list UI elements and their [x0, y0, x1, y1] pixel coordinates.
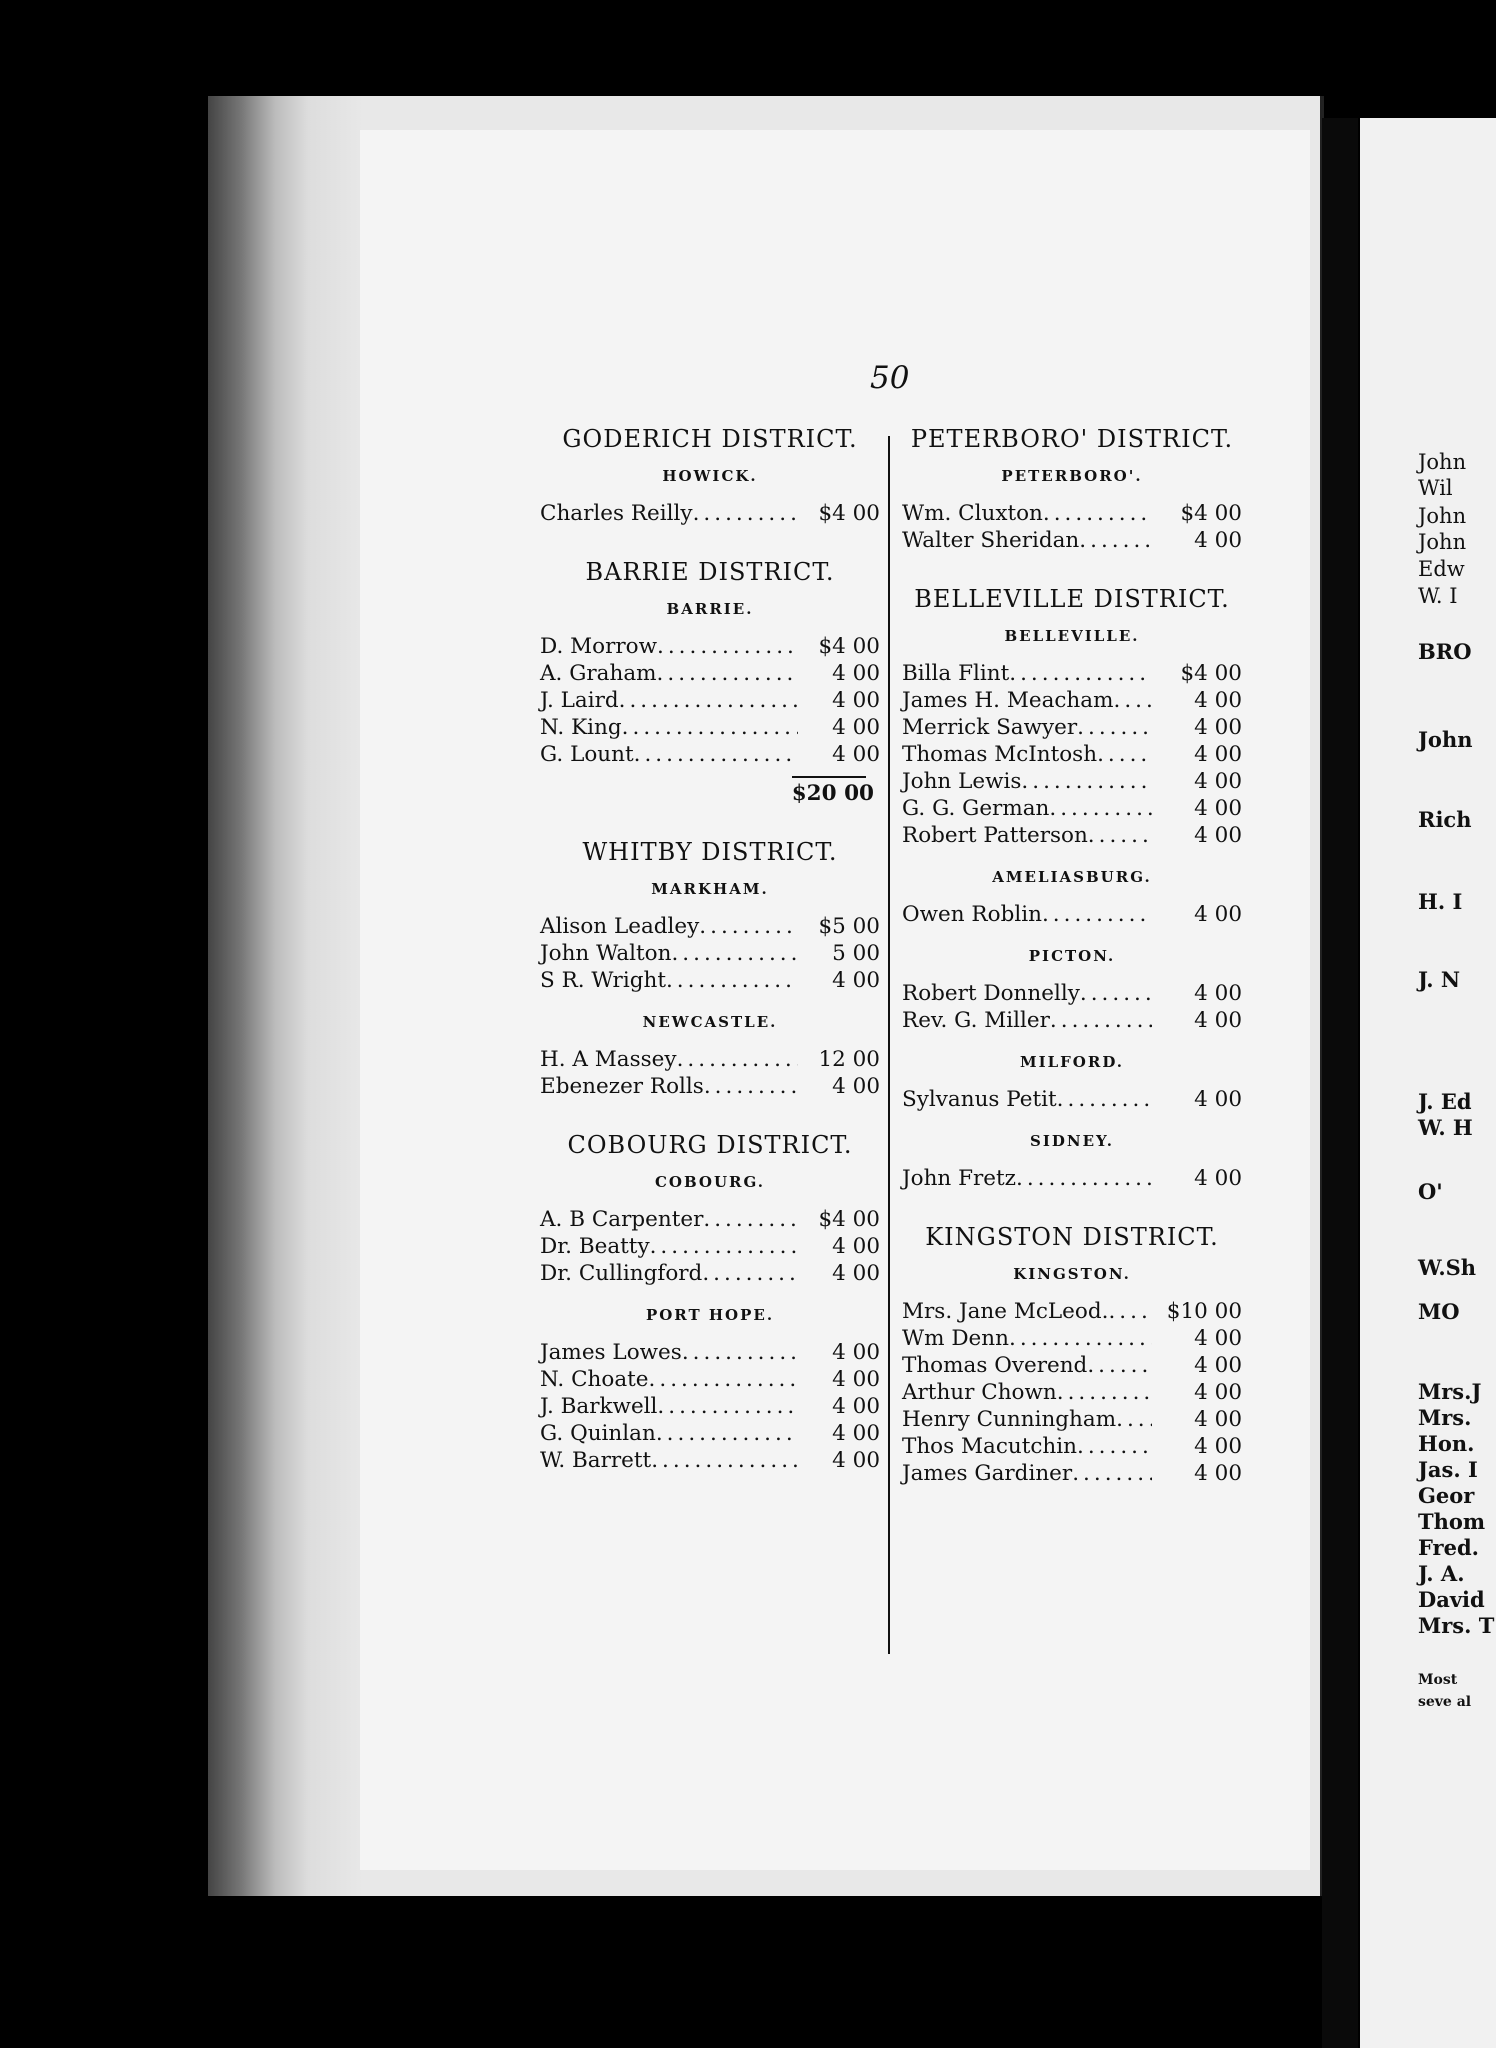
- subscriber-row: [540, 633, 880, 660]
- dot-leader: [1077, 714, 1152, 741]
- subscriber-name: Mrs. Jane McLeod.: [902, 1299, 1109, 1324]
- subscription-amount: 4 00: [1194, 769, 1242, 794]
- dot-leader: [1079, 527, 1152, 554]
- subscriber-name: N. Choate: [540, 1367, 649, 1392]
- dot-leader: [666, 967, 798, 994]
- subscriber-name: D. Morrow: [540, 634, 658, 659]
- dot-leader: [704, 1073, 798, 1100]
- subscription-amount: $4 00: [818, 634, 880, 659]
- subscriber-name: Dr. Cullingford: [540, 1261, 703, 1286]
- facing-page-fragment: David: [1418, 1587, 1485, 1612]
- facing-page-fragment: H. I: [1418, 889, 1463, 914]
- subscriber-name: Robert Patterson: [902, 823, 1088, 848]
- dot-leader: [1050, 1007, 1152, 1034]
- subscription-amount: 4 00: [1194, 528, 1242, 553]
- subscriber-name: Wm Denn: [902, 1326, 1009, 1351]
- subscription-amount: 4 00: [832, 1394, 880, 1419]
- subscription-amount: 4 00: [1194, 715, 1242, 740]
- subscriber-name: James H. Meacham: [902, 688, 1114, 713]
- dot-leader: [702, 1260, 798, 1287]
- dot-leader: [703, 1206, 798, 1233]
- subscriber-row: [540, 1260, 880, 1287]
- facing-page-fragment: O': [1418, 1179, 1443, 1204]
- subscription-amount: 4 00: [1194, 742, 1242, 767]
- subscription-amount: $4 00: [818, 501, 880, 526]
- subscriber-row: [902, 1086, 1242, 1113]
- facing-page-fragment: Mrs.J: [1418, 1379, 1482, 1404]
- facing-page-fragment: J. N: [1418, 967, 1461, 992]
- subscriber-row: [902, 1460, 1242, 1487]
- dot-leader: [1077, 1433, 1152, 1460]
- subscriber-name: Thomas Overend: [902, 1353, 1088, 1378]
- subscription-amount: 4 00: [1194, 796, 1242, 821]
- subscriber-name: Walter Sheridan: [902, 528, 1080, 553]
- town-heading: AMELIASBURG.: [992, 868, 1152, 886]
- dot-leader: [682, 1339, 798, 1366]
- subscriber-list: [540, 913, 880, 994]
- facing-page-fragment: Fred.: [1418, 1535, 1479, 1560]
- subscriber-name: Arthur Chown: [902, 1380, 1057, 1405]
- subscriber-name: H. A Massey: [540, 1047, 677, 1072]
- dot-leader: [1021, 768, 1152, 795]
- subscription-amount: 4 00: [1194, 1461, 1242, 1486]
- subscriber-row: [902, 660, 1242, 687]
- subscriber-name: Merrick Sawyer: [902, 715, 1078, 740]
- subscriber-row: [902, 500, 1242, 527]
- subscriber-list: [902, 980, 1242, 1034]
- subscription-amount: 4 00: [832, 1074, 880, 1099]
- town-heading: BARRIE.: [666, 600, 754, 618]
- subscription-amount: $4 00: [818, 1207, 880, 1232]
- subscriber-name: John Fretz: [902, 1166, 1016, 1191]
- subscriber-row: [540, 1233, 880, 1260]
- facing-page-fragment: Edw: [1418, 557, 1465, 581]
- subscriber-row: [902, 687, 1242, 714]
- subscriber-list: [540, 1339, 880, 1474]
- subscriber-list: [902, 500, 1242, 554]
- subscriber-row: [902, 795, 1242, 822]
- subscriber-row: [540, 1447, 880, 1474]
- book-gutter: [1322, 118, 1358, 2048]
- total-rule: [792, 776, 866, 778]
- subscription-amount: 4 00: [1194, 1407, 1242, 1432]
- dot-leader: [1087, 1352, 1152, 1379]
- subscriber-name: Charles Reilly: [540, 501, 693, 526]
- subscription-amount: 4 00: [1194, 823, 1242, 848]
- district-heading: KINGSTON DISTRICT.: [925, 1223, 1219, 1251]
- subscriber-list: [540, 633, 880, 768]
- subscription-amount: 4 00: [1194, 1166, 1242, 1191]
- town-heading: PORT HOPE.: [645, 1306, 775, 1324]
- dot-leader: [677, 1046, 798, 1073]
- subscriber-row: [540, 687, 880, 714]
- facing-page-fragment: Mrs. T: [1418, 1613, 1495, 1638]
- dot-leader: [656, 1420, 798, 1447]
- subscriber-name: Wm. Cluxton: [902, 501, 1043, 526]
- dot-leader: [1113, 687, 1152, 714]
- subscriber-list: [902, 1086, 1242, 1113]
- dot-leader: [1009, 1325, 1152, 1352]
- subscription-amount: $10 00: [1166, 1299, 1242, 1324]
- subscriber-row: [902, 1433, 1242, 1460]
- subscription-amount: 4 00: [832, 1448, 880, 1473]
- column-divider: [888, 436, 890, 1654]
- subscription-amount: 4 00: [832, 1234, 880, 1259]
- town-heading: SIDNEY.: [1030, 1132, 1114, 1150]
- dot-leader: [649, 1366, 798, 1393]
- subscriber-name: J. Barkwell: [540, 1394, 658, 1419]
- subscriber-row: [540, 1046, 880, 1073]
- town-heading: KINGSTON.: [1013, 1265, 1131, 1283]
- spacer: [902, 1487, 1242, 1505]
- spacer: [540, 1287, 880, 1305]
- subscriber-name: G. Lount: [540, 742, 634, 767]
- dot-leader: [1043, 500, 1152, 527]
- spacer: [902, 1192, 1242, 1210]
- dot-leader: [657, 1393, 798, 1420]
- subscriber-name: Henry Cunningham: [902, 1407, 1117, 1432]
- dot-leader: [650, 1233, 798, 1260]
- subscriber-row: [902, 1325, 1242, 1352]
- subscriber-name: J. Laird: [540, 688, 619, 713]
- subscriber-name: A. Graham: [540, 661, 657, 686]
- subscriber-name: W. Barrett: [540, 1448, 652, 1473]
- subscriber-row: [902, 822, 1242, 849]
- subscription-amount: 4 00: [832, 1340, 880, 1365]
- town-heading: HOWICK.: [662, 467, 758, 485]
- subscriber-name: Thos Macutchin: [902, 1434, 1077, 1459]
- subscription-amount: 12 00: [818, 1047, 880, 1072]
- dot-leader: [1057, 1379, 1152, 1406]
- subscription-amount: 4 00: [832, 715, 880, 740]
- subscriber-row: [902, 1298, 1242, 1325]
- subscriber-list: [902, 901, 1242, 928]
- facing-page-fragment: John: [1418, 727, 1473, 752]
- subscriber-row: [540, 1339, 880, 1366]
- subscriber-list: [902, 1298, 1242, 1487]
- subscriber-row: [902, 980, 1242, 1007]
- subscriber-row: [540, 500, 880, 527]
- subscriber-row: [540, 660, 880, 687]
- district-heading: BARRIE DISTRICT.: [585, 558, 835, 586]
- subscriber-name: Billa Flint: [902, 661, 1010, 686]
- dot-leader: [1116, 1406, 1152, 1433]
- subscriber-name: Sylvanus Petit: [902, 1087, 1057, 1112]
- subscriber-name: Ebenezer Rolls: [540, 1074, 704, 1099]
- facing-page-fragment: John: [1418, 450, 1467, 474]
- facing-page-fragment: W. I: [1418, 584, 1458, 608]
- facing-page-fragment: MO: [1418, 1299, 1460, 1324]
- subscriber-row: [902, 714, 1242, 741]
- dot-leader: [693, 500, 798, 527]
- dot-leader: [657, 660, 798, 687]
- town-heading: MARKHAM.: [651, 880, 769, 898]
- subscriber-name: Robert Donnelly: [902, 981, 1080, 1006]
- subscription-amount: 4 00: [1194, 1380, 1242, 1405]
- dot-leader: [1016, 1165, 1152, 1192]
- subscriber-name: Dr. Beatty: [540, 1234, 650, 1259]
- dot-leader: [1080, 980, 1152, 1007]
- dot-leader: [1108, 1298, 1152, 1325]
- subscriber-row: [902, 901, 1242, 928]
- subscription-amount: 4 00: [1194, 1008, 1242, 1033]
- spacer: [540, 994, 880, 1012]
- spacer: [540, 807, 880, 825]
- facing-page-fragment: Most: [1418, 1672, 1458, 1688]
- spacer: [902, 1034, 1242, 1052]
- district-heading: PETERBORO' DISTRICT.: [910, 425, 1234, 453]
- subscription-amount: 4 00: [1194, 1353, 1242, 1378]
- subscriber-name: Thomas McIntosh: [902, 742, 1098, 767]
- dot-leader: [671, 940, 798, 967]
- subscription-amount: $4 00: [1180, 661, 1242, 686]
- right-column: [902, 424, 1242, 1505]
- facing-page-fragment: W. H: [1418, 1115, 1473, 1140]
- dot-leader: [657, 633, 798, 660]
- subscriber-list: [540, 1206, 880, 1287]
- spacer: [902, 849, 1242, 867]
- subscription-amount: 4 00: [1194, 1087, 1242, 1112]
- subscription-amount: 4 00: [832, 1261, 880, 1286]
- subscriber-list: [540, 500, 880, 527]
- subscriber-row: [902, 1165, 1242, 1192]
- spacer: [540, 1100, 880, 1118]
- subscriber-row: [902, 741, 1242, 768]
- facing-page-fragment: Jas. I: [1418, 1457, 1478, 1482]
- subscription-amount: 4 00: [1194, 902, 1242, 927]
- facing-page-fragment: J. A.: [1418, 1561, 1465, 1586]
- subscription-amount: 4 00: [832, 742, 880, 767]
- facing-page-fragment: Wil: [1418, 476, 1453, 500]
- spacer: [540, 1474, 880, 1492]
- dot-leader: [1042, 901, 1152, 928]
- subscriber-row: [540, 741, 880, 768]
- subscription-amount: 4 00: [832, 968, 880, 993]
- subscription-amount: $4 00: [1180, 501, 1242, 526]
- subscriber-name: A. B Carpenter: [540, 1207, 704, 1232]
- subscriber-row: [902, 1007, 1242, 1034]
- subscriber-row: [902, 768, 1242, 795]
- subscriber-name: G. Quinlan: [540, 1421, 656, 1446]
- facing-page-fragment: BRO: [1418, 639, 1472, 664]
- dot-leader: [619, 687, 798, 714]
- subscriber-row: [902, 527, 1242, 554]
- facing-page-fragment: John: [1418, 504, 1467, 528]
- facing-page-fragment: John: [1418, 530, 1467, 554]
- subscriber-name: James Gardiner: [902, 1461, 1073, 1486]
- total-amount: $20 00: [791, 781, 874, 806]
- town-heading: BELLEVILLE.: [1004, 627, 1140, 645]
- dot-leader: [1057, 1086, 1152, 1113]
- dot-leader: [634, 741, 798, 768]
- subscriber-list: [902, 660, 1242, 849]
- spacer: [902, 928, 1242, 946]
- subscriber-name: Owen Roblin: [902, 902, 1042, 927]
- subscription-amount: 4 00: [1194, 1326, 1242, 1351]
- spacer: [540, 527, 880, 545]
- subscriber-row: [540, 1206, 880, 1233]
- dot-leader: [622, 714, 798, 741]
- subscription-amount: 4 00: [832, 688, 880, 713]
- subscriber-row: [902, 1379, 1242, 1406]
- dot-leader: [1088, 822, 1152, 849]
- facing-page: [1360, 118, 1496, 2048]
- town-heading: NEWCASTLE.: [642, 1013, 778, 1031]
- subscriber-row: [540, 940, 880, 967]
- subscription-amount: 4 00: [1194, 688, 1242, 713]
- dot-leader: [1072, 1460, 1152, 1487]
- district-heading: GODERICH DISTRICT.: [562, 425, 858, 453]
- dot-leader: [699, 913, 798, 940]
- dot-leader: [1009, 660, 1152, 687]
- subscriber-row: [540, 1393, 880, 1420]
- subscriber-row: [902, 1406, 1242, 1433]
- subscriber-row: [902, 1352, 1242, 1379]
- subscriber-row: [540, 1073, 880, 1100]
- town-heading: COBOURG.: [654, 1173, 766, 1191]
- subscription-amount: 4 00: [1194, 981, 1242, 1006]
- subscriber-name: S R. Wright: [540, 968, 666, 993]
- subscriber-list: [540, 1046, 880, 1100]
- facing-page-fragment: W.Sh: [1418, 1255, 1477, 1280]
- subscription-amount: $5 00: [818, 914, 880, 939]
- subscriber-row: [540, 913, 880, 940]
- facing-page-fragment: J. Ed: [1418, 1089, 1472, 1114]
- town-heading: PICTON.: [1028, 947, 1116, 965]
- facing-page-fragment: Hon.: [1418, 1431, 1475, 1456]
- subscriber-row: [540, 1366, 880, 1393]
- town-heading: PETERBORO'.: [1001, 467, 1143, 485]
- subscriber-name: James Lowes: [540, 1340, 682, 1365]
- district-heading: WHITBY DISTRICT.: [582, 838, 838, 866]
- town-heading: MILFORD.: [1019, 1053, 1125, 1071]
- subscriber-name: John Lewis: [902, 769, 1022, 794]
- facing-page-fragment: Geor: [1418, 1483, 1475, 1508]
- subscriber-row: [540, 1420, 880, 1447]
- subscriber-name: John Walton: [540, 941, 672, 966]
- subscriber-list: [902, 1165, 1242, 1192]
- spacer: [902, 1113, 1242, 1131]
- subscriber-name: G. G. German: [902, 796, 1050, 821]
- facing-page-fragment: Mrs.: [1418, 1405, 1472, 1430]
- subscription-amount: 4 00: [832, 661, 880, 686]
- page-number: 50: [870, 360, 910, 396]
- district-heading: COBOURG DISTRICT.: [567, 1131, 853, 1159]
- facing-page-fragment: Thom: [1418, 1509, 1486, 1534]
- subscriber-row: [540, 714, 880, 741]
- dot-leader: [1049, 795, 1152, 822]
- subscriber-name: Rev. G. Miller: [902, 1008, 1050, 1033]
- subscription-amount: 4 00: [832, 1367, 880, 1392]
- left-column: [540, 424, 880, 1492]
- subscription-amount: 4 00: [1194, 1434, 1242, 1459]
- facing-page-fragment: seve al: [1418, 1694, 1472, 1710]
- facing-page-fragment: Rich: [1418, 807, 1472, 832]
- dot-leader: [651, 1447, 798, 1474]
- subscription-amount: 4 00: [832, 1421, 880, 1446]
- subscriber-row: [540, 967, 880, 994]
- subscription-amount: 5 00: [832, 941, 880, 966]
- spacer: [902, 554, 1242, 572]
- subscriber-name: N. King: [540, 715, 622, 740]
- district-heading: BELLEVILLE DISTRICT.: [914, 585, 1230, 613]
- dot-leader: [1097, 741, 1152, 768]
- subscriber-name: Alison Leadley: [540, 914, 700, 939]
